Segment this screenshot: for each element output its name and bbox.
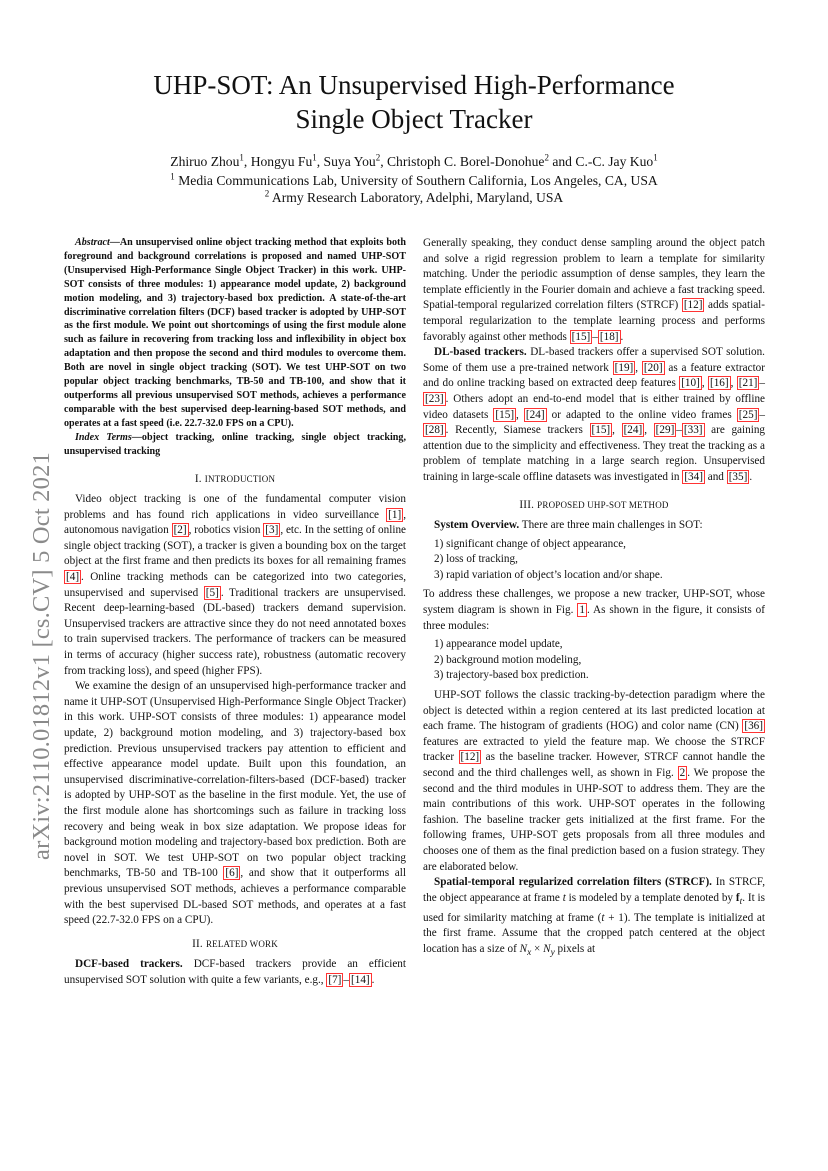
affil-mark: 1	[170, 171, 175, 182]
citation-link[interactable]: [5]	[205, 586, 219, 599]
right-column	[423, 236, 765, 962]
citation-link[interactable]: [28]	[425, 424, 444, 437]
math-subscript: x	[527, 948, 532, 958]
citation-link[interactable]: [23]	[425, 392, 444, 405]
affil-mark: 1	[312, 152, 317, 163]
index-terms-label: Index Terms	[75, 431, 132, 443]
affil-mark: 2	[264, 188, 270, 199]
citation-link[interactable]: [12]	[683, 299, 703, 312]
method-paragraph-1: To address these challenges, we propose a new tracker, UHP-SOT, whose system diagram is shown in Fig. 1 . As shown in the figure, it consists of three modules:	[423, 588, 765, 632]
author-list: Zhiruo Zhou$^1$, Hongyu Fu$^1$, Suya You$^2$, Christoph C. Borel-Donohue$^2$ and C.-C. Jay Kuo$^1$	[170, 152, 658, 169]
author-name: Christoph C. Borel-Donohue	[386, 154, 545, 169]
section-title: INTRODUCTION	[204, 473, 276, 484]
affil-mark: 1	[239, 152, 244, 163]
author-name: C.-C. Jay Kuo	[575, 154, 654, 169]
section-heading-method	[423, 498, 765, 514]
citation-link[interactable]: [34]	[684, 470, 703, 483]
citation-link[interactable]: [33]	[683, 424, 703, 437]
section-heading-related-work	[64, 937, 406, 953]
citation-link[interactable]: [24]	[623, 424, 643, 437]
affiliation-2	[0, 188, 828, 207]
left-column	[64, 236, 406, 989]
citation-link[interactable]: [16]	[709, 377, 729, 390]
author-name: Suya You	[323, 154, 376, 169]
author-conjunction: and	[552, 154, 572, 169]
citation-link[interactable]: [18]	[599, 330, 619, 343]
citation-link[interactable]: [10]	[681, 377, 700, 390]
intro-paragraph-2: We examine the design of an unsupervised high-performance tracker and name it UHP-SOT (Unsupervised High-Performance Single Object Tracker) in this work. UHP-SOT consists of three modules: 1) appearance model update, 2) background motion modeling, and 3) trajectory-based box prediction. Previous unsupervised trackers pay attention to efficient and effective appearance model update. Built upon this foundation, an unsupervised discriminative-correlation-filters-based (DCF-based) tracker is adopted by UHP-SOT as the baseline in the first module. Yet, the use of the first module alone has shortcomings such as failure in tracking loss recovery and being weak in box size adaptation. We propose ideas for background motion modeling and trajectory-based box prediction. Both are novel in SOT. We test UHP-SOT on two popular object tracking benchmarks, TB-50 and TB-100 [6] , and show that it outperforms all previous unsupervised SOT methods, achieves a performance comparable with the best supervised DL-based SOT methods, and operates at a fast speed (22.7-32.0 FPS on a CPU).	[64, 680, 406, 927]
citation-link[interactable]: [12]	[460, 751, 480, 764]
citation-link[interactable]: [4]	[66, 571, 80, 584]
citation-link[interactable]: [21]	[738, 377, 758, 390]
dl-paragraph: DL-based trackers. DL-based trackers offer a supervised SOT solution. Some of them use a pre-trained network [19] , [20] as a feature extractor and do online tracking based on extracted deep features [10] , [16] , [21] –[23] . Others adopt an end-to-end model that is either trained by offline video datasets [15] , [24] or adapted to the online video frames [25] –[28] . Recently, Siamese trackers [15] , [24] , [29] – [33] are gaining attention due to the simplicity and effectiveness. They treat the tracking as a problem of template matching in a large search region. Unsupervised training in large-scale offline datasets was investigated in [34] and [35] .	[423, 346, 766, 483]
section-numeral: III.	[519, 498, 535, 511]
math-subscript: y	[550, 948, 555, 958]
title-line-1: UHP-SOT: An Unsupervised High-Performance	[153, 70, 675, 100]
list-item: 2) background motion modeling,	[434, 653, 582, 666]
figure-link[interactable]: 2	[679, 767, 686, 779]
citation-link[interactable]: [19]	[614, 361, 634, 374]
section-heading-introduction	[64, 472, 406, 488]
math-subscript: t	[739, 896, 743, 907]
intro-paragraph-1: Video object tracking is one of the fundamental computer vision problems and has found rich applications in video surveillance [1] , autonomous navigation [2] , robotics vision [3] , etc. In the setting of online single object tracking (SOT), a tracker is given a bounding box on the target object at the first frame and then predicts its boxes for all remaining frames [4] . Online tracking methods can be categorized into two categories, unsupervised and supervised [5] . Traditional trackers are unsupervised. Recent deep-learning-based (DL-based) trackers demand supervision. Unsupervised trackers are attractive since they do not need annotated boxes to train supervised trackers. The performance of trackers can be measured in terms of accuracy (higher success rate), robustness (automatic recovery from tracking loss), and speed (higher FPS).	[64, 493, 406, 677]
section-numeral: II.	[192, 937, 203, 950]
affiliation-text: Media Communications Lab, University of Southern California, Los Angeles, CA, USA	[178, 173, 658, 188]
author-name: Hongyu Fu	[250, 154, 313, 169]
challenges-list	[423, 537, 765, 584]
list-item: 1) appearance model update,	[434, 638, 563, 651]
paragraph-heading: System Overview.	[434, 519, 520, 532]
paper-title	[0, 68, 828, 136]
index-terms	[64, 431, 406, 459]
affil-mark: 2	[544, 152, 549, 163]
citation-link[interactable]: [7]	[328, 973, 342, 986]
affiliation-text: Army Research Laboratory, Adelphi, Maryland, USA	[271, 190, 564, 205]
citation-link[interactable]: [14]	[351, 973, 370, 986]
math-variable: f	[735, 891, 740, 904]
paragraph-heading: DCF-based trackers.	[75, 958, 183, 971]
index-terms-text: —object tracking, online tracking, single object tracking, unsupervised tracking	[64, 431, 406, 457]
citation-link[interactable]: [3]	[265, 524, 279, 537]
author-name: Zhiruo Zhou	[170, 154, 240, 169]
dcf-paragraph: DCF-based trackers. DCF-based trackers provide an efficient unsupervised SOT solution with quite a few variants, e.g., [7] – [14] .	[64, 958, 406, 986]
citation-link[interactable]: [25]	[738, 408, 758, 421]
abstract-label: Abstract	[75, 237, 110, 248]
math-variable: N	[519, 942, 528, 955]
citation-link[interactable]: [1]	[388, 508, 402, 521]
list-item: 3) rapid variation of object’s location and/or shape.	[434, 568, 663, 581]
title-line-2: Single Object Tracker	[295, 104, 533, 134]
paragraph-heading: DL-based trackers.	[434, 346, 527, 359]
modules-list	[423, 637, 765, 684]
citation-link[interactable]: [15]	[495, 408, 515, 421]
list-item: 3) trajectory-based box prediction.	[434, 669, 589, 682]
affil-mark: 2	[375, 152, 381, 163]
math-variable: N	[543, 942, 551, 955]
abstract-text: —An unsupervised online object tracking method that exploits both foreground and background correlations is proposed and named UHP-SOT (Unsupervised High-Performance Single Object Tracker) in this work. UHP-SOT consists of three modules: 1) appearance model update, 2) background motion modeling, and 3) trajectory-based box prediction. A state-of-the-art discriminative correlation filters (DCF) based tracker is adopted by UHP-SOT as the first module. We point out shortcomings of using the first module alone such as failure in recovering from tracking loss and inflexibility in object box adaptation and then propose the second and third modules to overcome them. Both are novel in single object tracking (SOT). We test UHP-SOT on two popular object tracking benchmarks, TB-50 and TB-100, and show that it outperforms all previous unsupervised SOT methods, achieves a performance comparable with the best supervised deep-learning-based SOT methods, and operates at a fast speed (i.e. 22.7-32.0 FPS on a CPU).	[64, 237, 406, 429]
system-overview-paragraph: System Overview. There are three main challenges in SOT:	[434, 519, 703, 532]
list-item: 1) significant change of object appearance,	[434, 537, 626, 550]
math-variable: t	[562, 891, 566, 904]
strcf-paragraph: Spatial-temporal regularized correlation filters (STRCF). In STRCF, the object appearance at frame t is modeled by a template denoted by $f_t$. It is used for similarity matching at frame (t + 1). The template is initialized at the first frame. Assume that the cropped patch centered at the object location has a size of $N_x \times N_y$ pixels at	[423, 876, 766, 958]
citation-link[interactable]: [2]	[173, 524, 187, 537]
citation-link[interactable]: [35]	[728, 470, 748, 483]
citation-link[interactable]: [36]	[744, 720, 763, 733]
citation-link[interactable]: [24]	[525, 408, 545, 421]
citation-link[interactable]: [20]	[643, 361, 663, 374]
section-title: RELATED WORK	[205, 938, 278, 949]
section-numeral: I.	[194, 472, 202, 485]
citation-link[interactable]: [6]	[225, 867, 239, 880]
citation-link[interactable]: [15]	[591, 424, 611, 437]
section-title: PROPOSED UHP-SOT METHOD	[537, 499, 669, 510]
citation-link[interactable]: [15]	[571, 330, 591, 343]
figure-link[interactable]: 1	[579, 604, 585, 617]
citation-link[interactable]: [29]	[655, 424, 675, 437]
math-variable: t	[601, 911, 605, 924]
arxiv-identifier: arXiv:2110.01812v1 [cs.CV] 5 Oct 2021	[28, 452, 55, 860]
list-item: 2) loss of tracking,	[434, 553, 518, 566]
method-paragraph-2: UHP-SOT follows the classic tracking-by-detection paradigm where the object is detected within a region centered at its last predicted location at each frame. The histogram of gradients (HOG) and color name (CN) [36] features are extracted to yield the feature map. We choose the STRCF tracker [12] as the baseline tracker. However, STRCF cannot handle the second and the third challenges well, as shown in Fig. 2 . We propose the second and the third modules in UHP-SOT to address them. They are the main contributions of this work. UHP-SOT operates in the following fashion. The baseline tracker gets initialized at the first frame. For the following frames, UHP-SOT gets proposals from all three modules and chooses one of them as the final prediction based on a fusion strategy. They are elaborated below.	[423, 689, 765, 873]
paragraph-heading: Spatial-temporal regularized correlation filters (STRCF).	[434, 876, 712, 889]
affil-mark: 1	[653, 152, 658, 163]
abstract	[64, 236, 406, 431]
dcf-paragraph-continued: Generally speaking, they conduct dense sampling around the object patch and solve a rigid regression problem to learn a template for similarity matching. Under the periodic assumption of dense samples, they learn the template efficiently in the Fourier domain and achieve a fast tracking speed. Spatial-temporal regularized correlation filters (STRCF) [12] adds spatial-temporal regularization to the template learning process and performs favorably against other methods [15] – [18] .	[423, 237, 766, 343]
